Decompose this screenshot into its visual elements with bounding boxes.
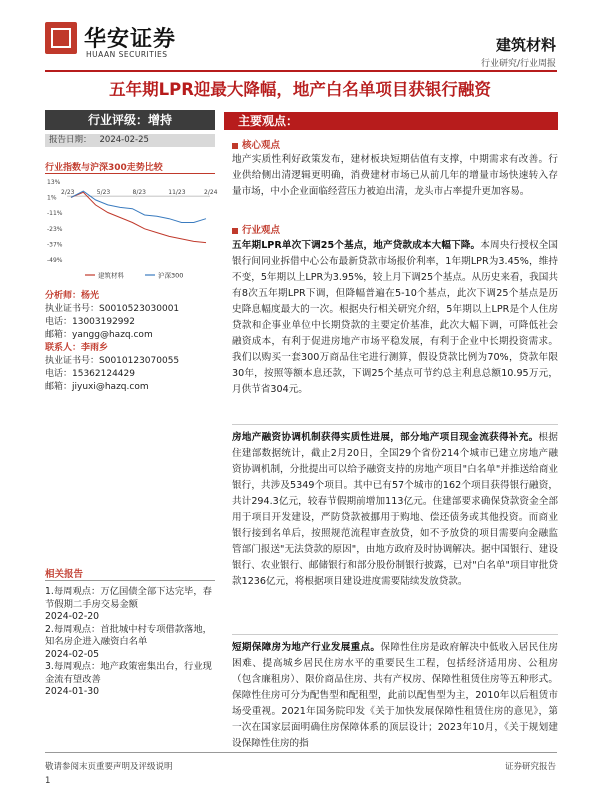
x-tick-label: 5/23 <box>96 189 111 197</box>
bullet-square-icon <box>232 143 238 149</box>
related-report-3[interactable]: 3.每周观点：地产政策密集出台，行业现金流有望改善 <box>45 661 212 685</box>
paragraph-lpr-heading: 五年期LPR单次下调25个基点，地产贷款成本大幅下降。 <box>232 240 481 251</box>
y-tick-label: 1% <box>47 194 57 202</box>
x-tick-label: 8/23 <box>132 189 146 197</box>
related-report-2[interactable]: 2.每周观点：首批城中村专项借款落地，知名房企进入融资白名单 <box>45 623 212 647</box>
analyst-name: 杨光 <box>81 291 100 301</box>
report-date-row <box>45 134 215 147</box>
related-report-1[interactable]: 1.每周观点：万亿国债全部下达完毕，春节假期二手房交易金额 <box>45 586 212 610</box>
related-divider <box>45 580 215 581</box>
report-title: 五年期LPR迎最大降幅，地产白名单项目获银行融资 <box>109 80 491 99</box>
series-line-1 <box>71 192 206 242</box>
chart-title-divider <box>45 173 215 174</box>
core-view-label-text: 核心观点 <box>242 140 281 151</box>
y-tick-label: -49% <box>47 257 63 264</box>
footer-divider <box>45 752 557 753</box>
logo-english-name: HUAAN SECURITIES <box>86 50 168 59</box>
report-type: 行业研究/行业周报 <box>480 59 556 69</box>
chart-title: 行业指数与沪深300走势比较 <box>45 163 163 173</box>
report-date: 2024-02-25 <box>99 135 149 145</box>
paragraph-housing-body: 保障性住房是政府解决中低收入居民住房困难、提高城乡居民住房水平的重要民生工程，包括经济适用房、公租房（包含廉租房）、限价商品住房、共有产权房、保障性租赁住房等五种形式。保障性住房可分为配售型和配租型，此前以配售型为主，2010年以后租赁市场受重视。2021年国务院印发《关于加快发展保障性租赁住房的意见》，第一次在国家层面明确住房保障体系的顶层设计；2023年10月，《关于规划建设保障性住房的指 <box>232 642 559 749</box>
paragraph-housing-heading: 短期保障房为地产行业发展重点。 <box>232 642 381 653</box>
analyst-label: 分析师： <box>45 291 82 301</box>
core-view-label <box>232 137 280 151</box>
core-view-text <box>232 152 558 200</box>
paragraph-lpr <box>232 238 558 398</box>
related-reports <box>45 586 217 699</box>
paragraph-housing <box>232 640 558 750</box>
analyst-email[interactable]: 邮箱：yangg@hazq.com <box>45 330 153 340</box>
footer-brand: 证券研究报告 <box>504 762 556 772</box>
related-report-1-date: 2024-02-20 <box>45 611 100 622</box>
paragraph-financing <box>232 430 558 590</box>
analyst-cert: 执业证书号：S0010523030001 <box>45 304 180 314</box>
header-divider <box>45 70 557 72</box>
footer-disclaimer <box>45 760 245 788</box>
paragraph-divider <box>232 424 558 425</box>
x-tick-label: 2/24 <box>204 189 218 197</box>
analyst-block <box>45 290 217 394</box>
legend-label-1: 建筑材料 <box>98 271 124 280</box>
industry-view-label <box>232 222 280 236</box>
report-date-label: 报告日期： <box>49 135 92 145</box>
y-tick-label: -23% <box>47 225 63 233</box>
contact-name: 李雨乡 <box>81 343 109 353</box>
related-reports-title: 相关报告 <box>45 569 84 580</box>
page-number: 1 <box>45 776 51 786</box>
industry-rating: 行业评级：增持 <box>45 110 215 130</box>
x-tick-label: 11/23 <box>168 189 186 197</box>
sector-name: 建筑材料 <box>495 36 556 54</box>
contact-phone: 电话：15362124429 <box>45 369 135 379</box>
contact-label: 联系人： <box>45 343 82 353</box>
logo-chinese-name: 华安证券 <box>84 26 177 52</box>
contact-cert: 执业证书号：S0010123070055 <box>45 356 180 366</box>
related-report-2-date: 2024-02-05 <box>45 648 100 660</box>
main-points-header: 主要观点： <box>224 112 558 130</box>
x-tick-label: 2/23 <box>61 189 75 197</box>
index-comparison-chart <box>45 175 218 285</box>
company-logo <box>45 22 77 54</box>
y-tick-label: -37% <box>47 241 63 249</box>
paragraph-financing-body: 根据住建部数据统计，截止2月20日，全国29个省份214个城市已建立房地产融资协调机制，分批提出可以给予融资支持的房地产项目"白名单"并推送给商业银行，共涉及5349个项目。其中已有57个城市的162个项目获得银行融资，共计294.3亿元，较春节假期前增加113亿元。住建部要求确保贷款资金全部用于项目开发建设，严防贷款被挪用于购地、偿还债务或其他投资。而商业银行接到名单后，按照规范流程审查放贷，如不予放贷的项目需要向金融监管部门报送"无法贷款的原因"，由地方政府及时协调解决。据中国银行、建设银行、农业银行、邮储银行和部分股份制银行披露，已对"白名单"项目审批贷款1236亿元，将根据项目建设进度需要陆续发放贷款。 <box>232 432 559 587</box>
industry-view-label-text: 行业观点 <box>242 225 281 236</box>
paragraph-financing-heading: 房地产融资协调机制获得实质性进展，部分地产项目现金流获得补充。 <box>232 432 539 443</box>
disclaimer-text: 敬请参阅末页重要声明及评级说明 <box>45 762 173 772</box>
related-report-3-date: 2024-01-30 <box>45 686 100 697</box>
bullet-square-icon <box>232 228 238 234</box>
paragraph-divider <box>232 634 558 635</box>
core-view-paragraph: 地产实质性利好政策发布，建材板块短期估值有支撑，中期需求有改善。行业供给侧出清逻辑更明确，消费建材市场已从前几年的增量市场快速转入存量市场，中小企业面临经营压力被迫出清，龙头市占率提升更加容易。 <box>232 154 558 197</box>
analyst-phone: 电话：13003192992 <box>45 317 135 327</box>
y-tick-label: 13% <box>47 179 61 186</box>
paragraph-lpr-body: 本周央行授权全国银行间同业拆借中心公布最新贷款市场报价利率，1年期LPR为3.45%，维持不变，5年期以上LPR为3.95%，较上月下调25个基点。从历史来看，我国共有8次五年期LPR下调，但降幅普遍在5-10个基点，此次下调25个基点是历史降息幅度最大的一次。根据央行相关研究介绍，5年期以上LPR是个人住房贷款和企事业单位中长期贷款的主要定价基准，此次大幅下调，可降低社会融资成本，有利于促进房地产市场平稳发展，有利于企业中长期投资需求。我们以购买一套300万商品住宅进行测算，假设贷款比例为70%，贷款年限30年，按照等额本息还款，下调25个基点可节约总主利息总额10.95万元，月供节省304元。 <box>232 240 559 395</box>
legend-label-2: 沪深300 <box>158 271 184 280</box>
contact-email[interactable]: 邮箱：jiyuxi@hazq.com <box>45 382 149 392</box>
y-tick-label: -11% <box>47 210 63 218</box>
